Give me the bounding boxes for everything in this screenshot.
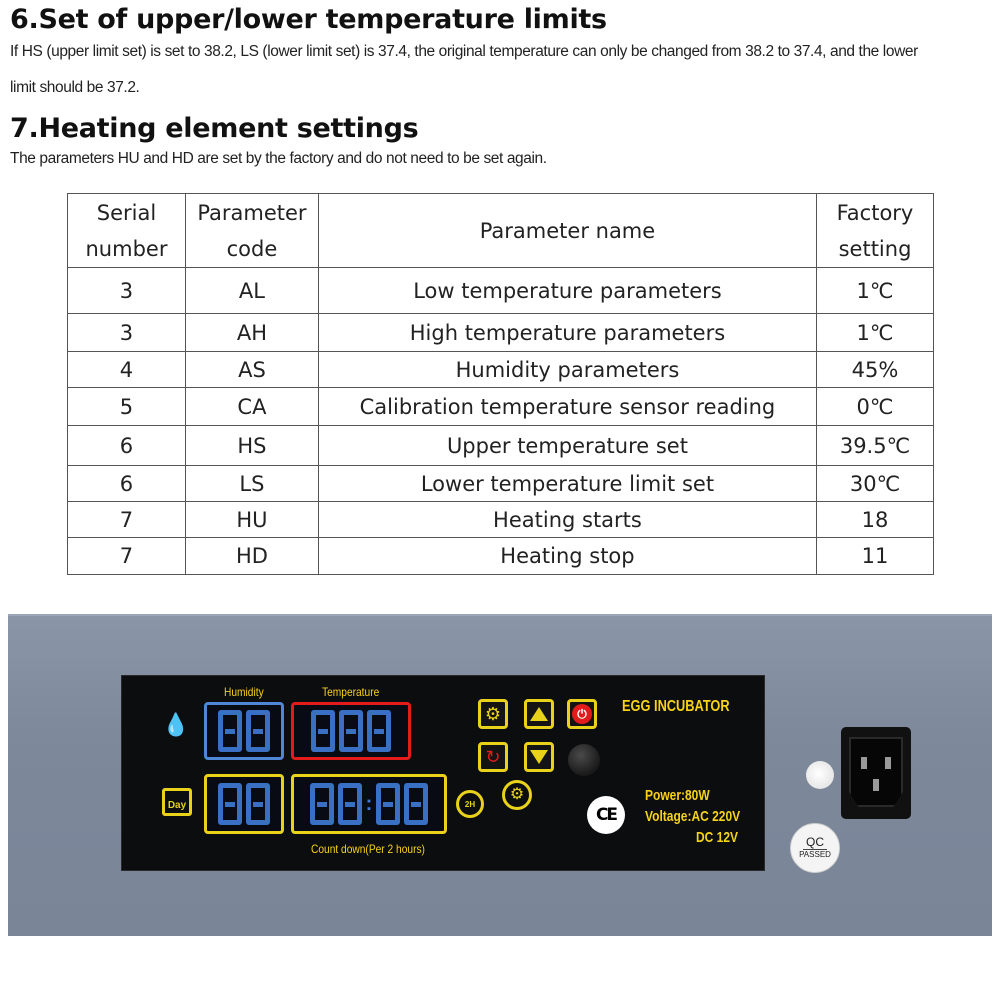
header-parameter-name: Parameter name bbox=[318, 194, 816, 268]
cell-serial: 3 bbox=[68, 314, 186, 352]
digit bbox=[218, 710, 242, 752]
humidity-display bbox=[204, 702, 284, 760]
socket-pin bbox=[873, 779, 879, 791]
cell-code: CA bbox=[185, 388, 318, 426]
digit bbox=[376, 783, 400, 825]
table-row bbox=[68, 352, 934, 388]
header-factory-setting: Factory setting bbox=[817, 194, 934, 268]
day-label: Day bbox=[167, 800, 187, 811]
incubator-controller-photo bbox=[8, 614, 992, 936]
power-socket bbox=[841, 727, 911, 819]
cell-code: HU bbox=[185, 502, 318, 538]
cell-setting: 30℃ bbox=[817, 466, 934, 502]
table-header-row bbox=[68, 194, 934, 268]
table-row bbox=[68, 268, 934, 314]
section7-heading: 7.Heating element settings bbox=[10, 113, 419, 144]
voltage-spec: Voltage:AC 220V bbox=[645, 808, 741, 825]
calendar-icon bbox=[162, 788, 192, 816]
table-row bbox=[68, 388, 934, 426]
dc-spec: DC 12V bbox=[696, 829, 739, 846]
table-row bbox=[68, 426, 934, 466]
socket-inner bbox=[849, 737, 903, 807]
table-row bbox=[68, 466, 934, 502]
temperature-display bbox=[291, 702, 411, 760]
settings-button[interactable] bbox=[478, 699, 508, 729]
cell-setting: 1℃ bbox=[817, 314, 934, 352]
brand-text: EGG INCUBATOR bbox=[622, 698, 730, 715]
cell-serial: 5 bbox=[68, 388, 186, 426]
socket-pin bbox=[861, 757, 867, 769]
cell-name: Low temperature parameters bbox=[318, 268, 816, 314]
countdown-label: Count down(Per 2 hours) bbox=[311, 842, 425, 856]
cell-setting: 0℃ bbox=[817, 388, 934, 426]
section7-text: The parameters HU and HD are set by the factory and do not need to be set again. bbox=[10, 150, 547, 167]
power-button[interactable] bbox=[567, 699, 597, 729]
table-row bbox=[68, 314, 934, 352]
ce-mark: CE bbox=[587, 796, 625, 834]
cell-serial: 7 bbox=[68, 502, 186, 538]
gear-icon: ⚙ bbox=[502, 780, 532, 810]
temperature-label: Temperature bbox=[322, 685, 380, 699]
cell-setting: 18 bbox=[817, 502, 934, 538]
cell-name: Upper temperature set bbox=[318, 426, 816, 466]
water-drop-icon: 💧 bbox=[162, 712, 190, 737]
cell-setting: 1℃ bbox=[817, 268, 934, 314]
parameter-table bbox=[67, 193, 934, 575]
table-row bbox=[68, 502, 934, 538]
digit bbox=[404, 783, 428, 825]
power-icon: ⏻ bbox=[572, 704, 592, 724]
indicator-light bbox=[806, 761, 834, 789]
cell-serial: 3 bbox=[68, 268, 186, 314]
timer-icon bbox=[456, 790, 484, 818]
cell-serial: 6 bbox=[68, 426, 186, 466]
cell-code: LS bbox=[185, 466, 318, 502]
cell-name: Heating stop bbox=[318, 538, 816, 575]
cell-code: HS bbox=[185, 426, 318, 466]
cell-code: AS bbox=[185, 352, 318, 388]
round-button[interactable] bbox=[568, 744, 600, 776]
digit bbox=[246, 783, 270, 825]
digit bbox=[218, 783, 242, 825]
section6-text-line2: limit should be 37.2. bbox=[10, 79, 140, 96]
qc-passed-label: PASSED bbox=[799, 850, 831, 859]
cell-serial: 6 bbox=[68, 466, 186, 502]
qc-label: QC bbox=[803, 836, 827, 850]
humidity-label: Humidity bbox=[224, 685, 264, 699]
cell-setting: 39.5℃ bbox=[817, 426, 934, 466]
qc-passed-sticker bbox=[790, 823, 840, 873]
digit bbox=[311, 710, 335, 752]
cell-name: Humidity parameters bbox=[318, 352, 816, 388]
section6-heading: 6.Set of upper/lower temperature limits bbox=[10, 4, 607, 35]
digit bbox=[367, 710, 391, 752]
cell-setting: 45% bbox=[817, 352, 934, 388]
cell-serial: 4 bbox=[68, 352, 186, 388]
cell-name: Lower temperature limit set bbox=[318, 466, 816, 502]
cell-setting: 11 bbox=[817, 538, 934, 575]
down-button[interactable] bbox=[524, 742, 554, 772]
refresh-button[interactable] bbox=[478, 742, 508, 772]
gear-icon: ⚙ bbox=[484, 704, 502, 724]
cell-code: AL bbox=[185, 268, 318, 314]
socket-pin bbox=[885, 757, 891, 769]
section6-text-line1: If HS (upper limit set) is set to 38.2, LS (lower limit set) is 37.4, the original temperature can only be changed from 38.2 to 37.4, and the lower bbox=[10, 43, 918, 60]
colon: : bbox=[365, 793, 373, 815]
refresh-icon: ↻ bbox=[485, 747, 501, 767]
day-display bbox=[204, 774, 284, 834]
digit bbox=[310, 783, 334, 825]
table-row bbox=[68, 538, 934, 575]
power-spec: Power:80W bbox=[645, 787, 710, 804]
header-serial-number: Serial number bbox=[68, 194, 186, 268]
cell-name: Calibration temperature sensor reading bbox=[318, 388, 816, 426]
up-button[interactable] bbox=[524, 699, 554, 729]
digit bbox=[338, 783, 362, 825]
arrow-up-icon bbox=[530, 707, 548, 721]
header-parameter-code: Parameter code bbox=[185, 194, 318, 268]
control-panel bbox=[121, 675, 765, 871]
digit bbox=[246, 710, 270, 752]
cell-name: High temperature parameters bbox=[318, 314, 816, 352]
timer-label: 2H bbox=[464, 799, 476, 809]
cell-code: AH bbox=[185, 314, 318, 352]
countdown-display bbox=[291, 774, 447, 834]
cell-name: Heating starts bbox=[318, 502, 816, 538]
cell-serial: 7 bbox=[68, 538, 186, 575]
digit bbox=[339, 710, 363, 752]
cell-code: HD bbox=[185, 538, 318, 575]
arrow-down-icon bbox=[530, 750, 548, 764]
